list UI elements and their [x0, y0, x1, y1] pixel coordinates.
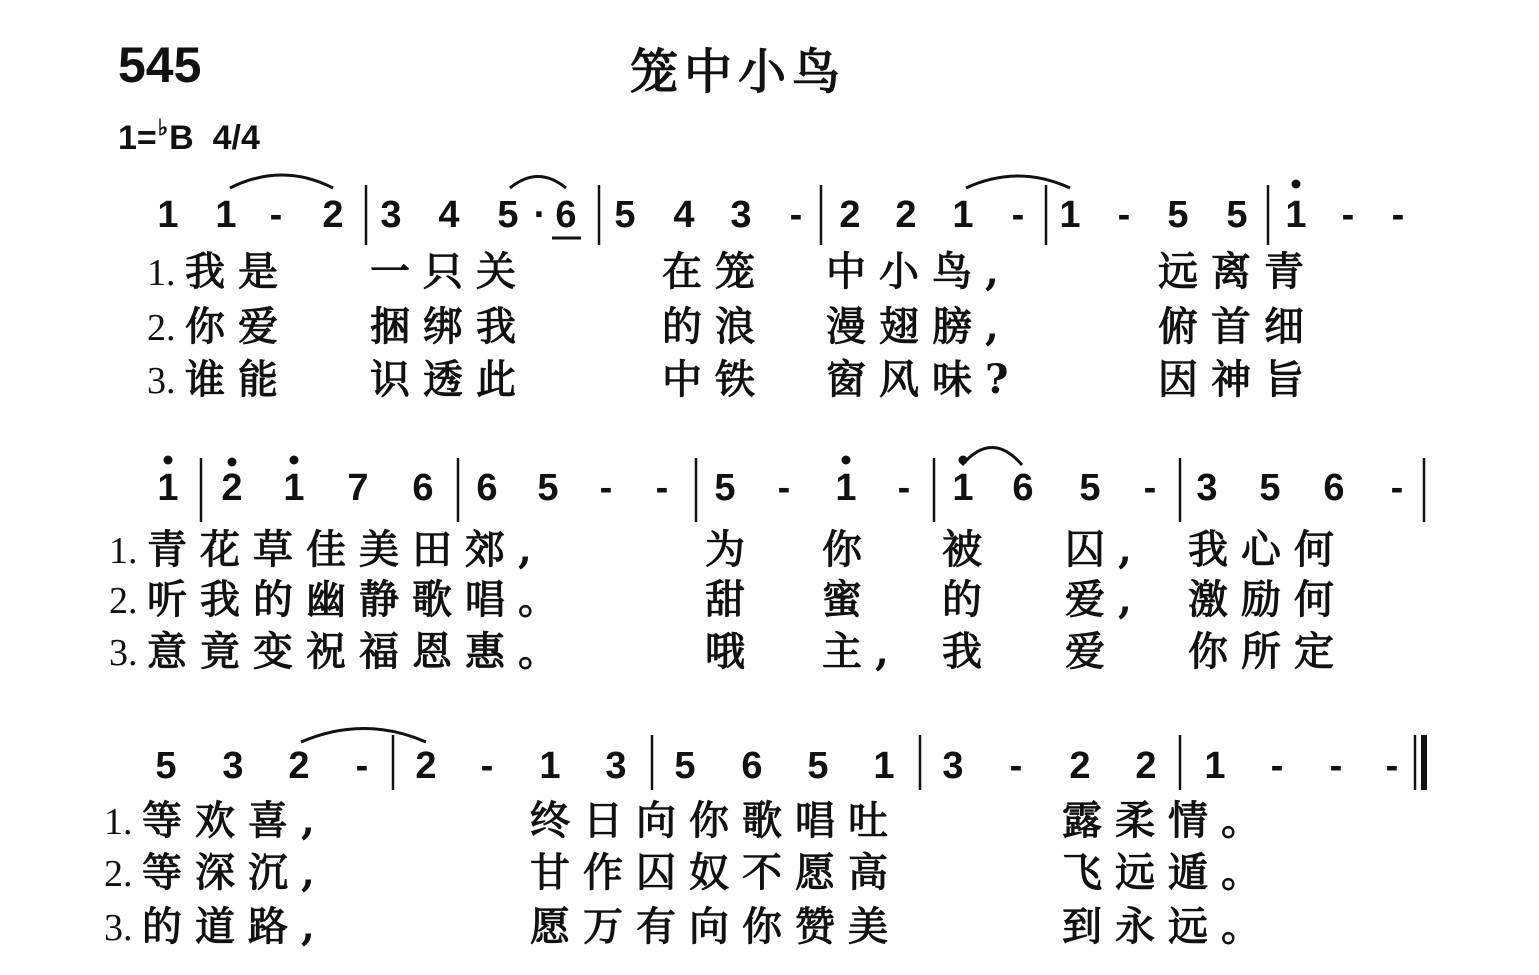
- jianpu-note: 1: [835, 467, 857, 509]
- dash-note: -: [1011, 194, 1025, 236]
- dash-note: -: [1117, 194, 1131, 236]
- jianpu-note: 3: [380, 194, 402, 236]
- jianpu-note: 4: [673, 194, 695, 236]
- dash-note: -: [1270, 745, 1284, 787]
- jianpu-note: 1: [283, 467, 305, 509]
- verse-number: 3.: [109, 632, 138, 674]
- lyric-text: 到永远。: [1062, 903, 1274, 950]
- jianpu-note: 6: [1323, 467, 1345, 509]
- verse-number: 1.: [109, 530, 138, 572]
- dash-note: -: [1009, 745, 1023, 787]
- jianpu-note: 5: [807, 745, 829, 787]
- jianpu-note: 5: [537, 467, 559, 509]
- lyric-text: 中小鸟,: [826, 248, 1012, 295]
- lyric-text: 你爱: [185, 303, 291, 350]
- lyric-text: 为: [705, 526, 758, 573]
- verse-number: 3.: [104, 907, 133, 949]
- lyric-text: 的: [942, 576, 995, 623]
- jianpu-note: 3: [730, 194, 752, 236]
- lyric-text: 听我的幽静歌唱。: [147, 576, 571, 623]
- lyric-text: 远离青: [1158, 248, 1317, 295]
- lyric-text: 俯首细: [1158, 303, 1317, 350]
- jianpu-note: 2: [1135, 745, 1157, 787]
- jianpu-note: 2: [288, 745, 310, 787]
- jianpu-note: 5: [714, 467, 736, 509]
- jianpu-note: 2: [221, 467, 243, 509]
- lyric-text: 因神旨: [1158, 356, 1317, 403]
- jianpu-note: 3: [1196, 467, 1218, 509]
- jianpu-note: 2: [839, 194, 861, 236]
- dash-note: -: [1390, 467, 1404, 509]
- lyric-text: 囚,: [1065, 526, 1145, 573]
- verse-number: 3.: [147, 360, 176, 402]
- high-octave-dot: [228, 458, 237, 467]
- high-octave-dot: [290, 456, 299, 465]
- verse-number: 1.: [147, 252, 176, 294]
- high-octave-dot: [842, 456, 851, 465]
- dash-note: -: [789, 194, 803, 236]
- tie-slur: [966, 176, 1070, 188]
- jianpu-note: 6: [741, 745, 763, 787]
- jianpu-note: 5: [1167, 194, 1189, 236]
- lyric-text: 我: [942, 628, 995, 675]
- lyric-text: 捆绑我: [370, 303, 529, 350]
- lyric-text: 终日向你歌唱吐: [530, 797, 901, 844]
- jianpu-note: 2: [415, 745, 437, 787]
- lyric-text: 我心何: [1188, 526, 1347, 573]
- lyric-text: 等欢喜,: [142, 797, 328, 844]
- jianpu-note: 1: [157, 467, 179, 509]
- dash-note: -: [897, 467, 911, 509]
- jianpu-note: 5: [1079, 467, 1101, 509]
- lyric-text: 一只关: [370, 248, 529, 295]
- lyric-text: 飞远遁。: [1062, 849, 1274, 896]
- lyric-text: 漫翅膀,: [826, 303, 1012, 350]
- lyric-text: 爱,: [1065, 576, 1145, 623]
- jianpu-note: 1: [873, 745, 895, 787]
- dash-note: -: [1385, 745, 1399, 787]
- lyric-text: 等深沉,: [142, 849, 328, 896]
- tie-slur: [510, 177, 566, 189]
- jianpu-note: 1: [215, 194, 237, 236]
- lyric-text: 甜: [705, 576, 758, 623]
- lyric-text: 窗风味?: [826, 356, 1022, 403]
- lyric-text: 被: [942, 526, 995, 573]
- key-prefix: 1=: [118, 119, 157, 157]
- dash-note: -: [269, 194, 283, 236]
- dash-note: -: [480, 745, 494, 787]
- jianpu-note: 7: [347, 467, 369, 509]
- jianpu-note: 3: [222, 745, 244, 787]
- lyric-text: 在笼: [662, 248, 768, 295]
- jianpu-note: 5: [1226, 194, 1248, 236]
- dash-note: -: [355, 745, 369, 787]
- lyric-text: 的浪: [662, 303, 768, 350]
- lyric-text: 中铁: [662, 356, 768, 403]
- verse-number: 2.: [104, 853, 133, 895]
- jianpu-note: 2: [1069, 745, 1091, 787]
- key-note: B: [169, 119, 194, 157]
- jianpu-note: 4: [438, 194, 460, 236]
- tie-slur: [230, 175, 333, 188]
- jianpu-note: 1: [1204, 745, 1226, 787]
- lyric-text: 的道路,: [142, 903, 328, 950]
- lyric-text: 意竟变祝福恩惠。: [147, 628, 571, 675]
- lyric-text: 甘作囚奴不愿高: [530, 849, 901, 896]
- lyric-text: 我是: [185, 248, 291, 295]
- lyric-text: 蜜: [822, 576, 875, 623]
- tie-slur: [962, 448, 1022, 466]
- lyric-text: 爱: [1065, 628, 1118, 675]
- jianpu-note: 5: [1259, 467, 1281, 509]
- jianpu-note: 5: [614, 194, 636, 236]
- jianpu-note: 6: [476, 467, 498, 509]
- lyric-text: 青花草佳美田郊,: [147, 526, 545, 573]
- lyric-text: 激励何: [1188, 576, 1347, 623]
- dash-note: -: [1341, 194, 1355, 236]
- hymn-title: 笼中小鸟: [630, 44, 847, 100]
- lyric-text: 哦: [705, 628, 758, 675]
- high-octave-dot: [164, 456, 173, 465]
- jianpu-note: 2: [895, 194, 917, 236]
- dash-note: -: [1143, 467, 1157, 509]
- jianpu-note: 5: [497, 194, 519, 236]
- jianpu-note: 3: [942, 745, 964, 787]
- jianpu-note: 6: [555, 194, 577, 236]
- jianpu-note: ·: [533, 194, 547, 236]
- lyric-text: 你: [822, 526, 875, 573]
- lyric-text: 识透此: [370, 356, 529, 403]
- jianpu-note: 6: [1012, 467, 1034, 509]
- jianpu-note: 5: [674, 745, 696, 787]
- flat-sign: ♭: [157, 115, 169, 140]
- dash-note: -: [777, 467, 791, 509]
- lyric-text: 主,: [822, 628, 902, 675]
- jianpu-note: 1: [952, 194, 974, 236]
- jianpu-note: 1: [952, 467, 974, 509]
- dash-note: -: [599, 467, 613, 509]
- lyric-text: 谁能: [185, 356, 291, 403]
- time-signature: 4/4: [212, 119, 260, 157]
- lyric-text: 露柔情。: [1062, 797, 1274, 844]
- jianpu-note: 5: [155, 745, 177, 787]
- jianpu-note: 1: [539, 745, 561, 787]
- lyric-text: 你所定: [1188, 628, 1347, 675]
- hymn-number: 545: [118, 37, 202, 93]
- jianpu-note: 2: [322, 194, 344, 236]
- dash-note: -: [1329, 745, 1343, 787]
- verse-number: 1.: [104, 801, 133, 843]
- jianpu-note: 6: [412, 467, 434, 509]
- tie-slur: [301, 729, 426, 743]
- lyric-text: 愿万有向你赞美: [530, 903, 901, 950]
- verse-number: 2.: [147, 307, 176, 349]
- jianpu-note: 3: [605, 745, 627, 787]
- jianpu-note: 1: [1285, 194, 1307, 236]
- high-octave-dot: [1292, 180, 1301, 189]
- dash-note: -: [1391, 194, 1405, 236]
- jianpu-note: 1: [1059, 194, 1081, 236]
- verse-number: 2.: [109, 580, 138, 622]
- dash-note: -: [655, 467, 669, 509]
- jianpu-note: 1: [157, 194, 179, 236]
